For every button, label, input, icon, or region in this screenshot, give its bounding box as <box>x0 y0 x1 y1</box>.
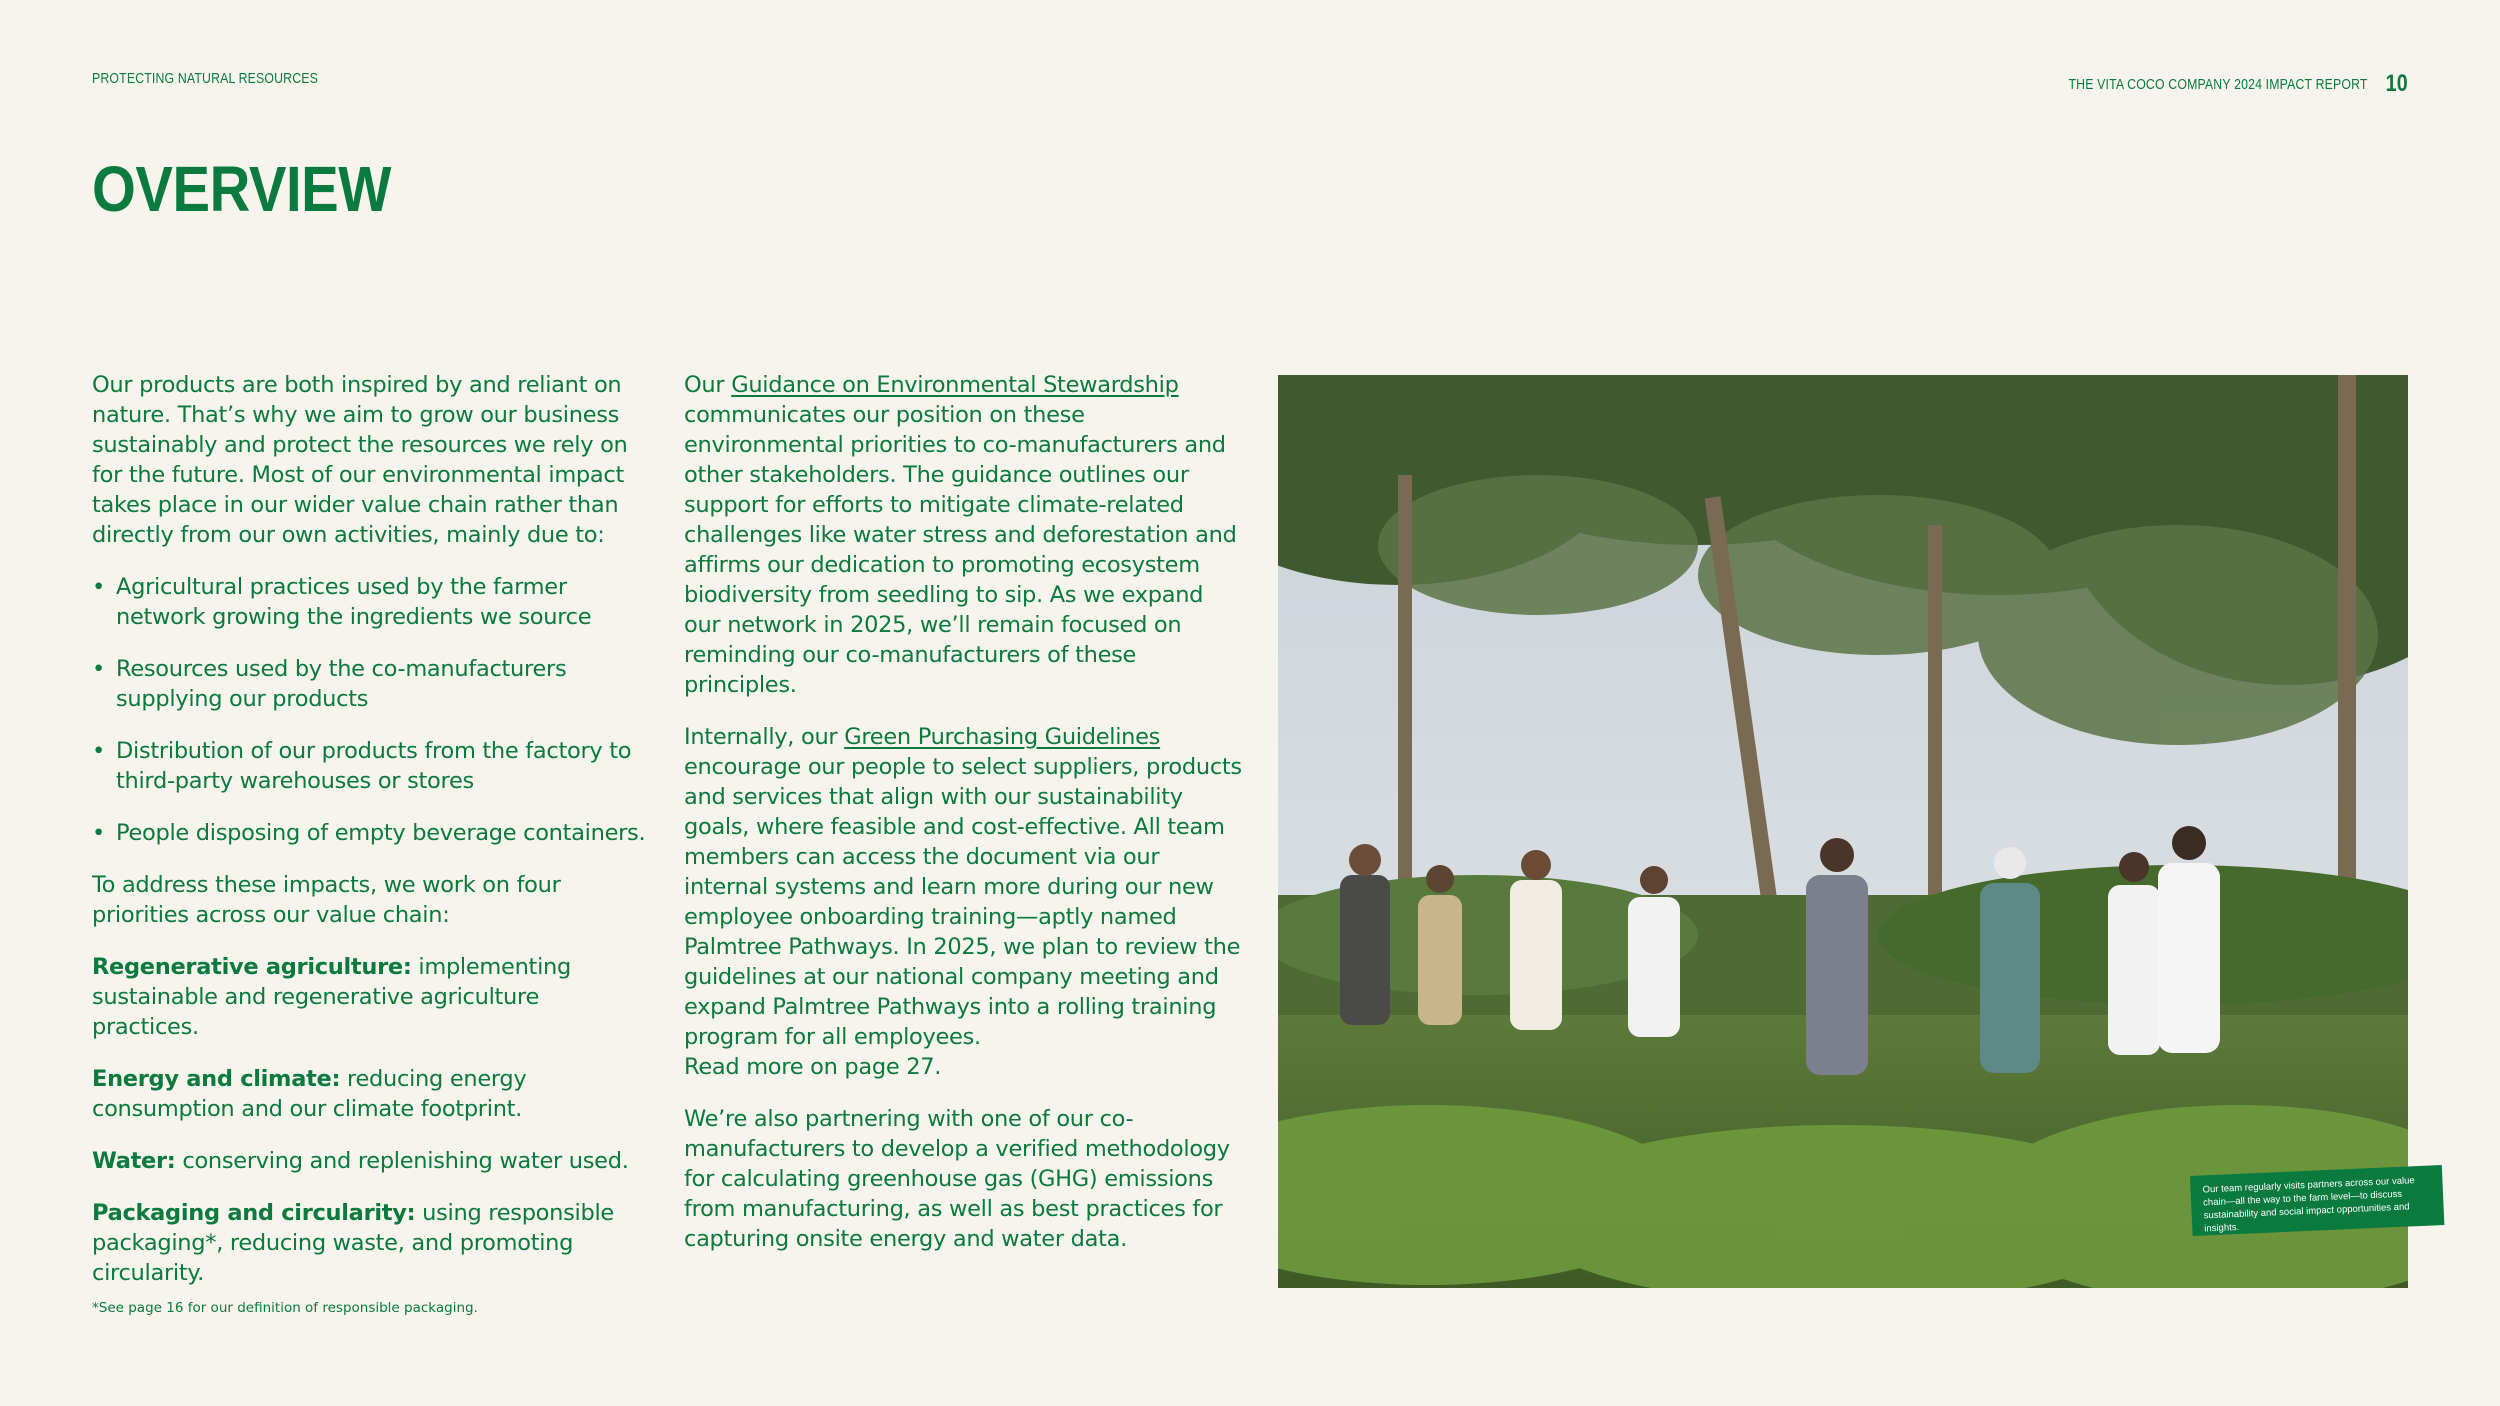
list-item: • Agricultural practices used by the farmer network growing the ingredients we source <box>92 572 652 632</box>
stewardship-paragraph <box>684 370 1244 700</box>
column-middle <box>684 370 1244 1276</box>
partnership-paragraph: We’re also partnering with one of our co-manufacturers to develop a verified methodology for calculating greenhouse gas (GHG) emissions from manufacturing, as well as best practices for capturing onsite energy and water data. <box>684 1106 1230 1252</box>
photo-illustration <box>1278 375 2408 1288</box>
impact-list <box>92 572 652 848</box>
priority-text: reducing energy consumption and our climate footprint. <box>92 1066 527 1122</box>
footnote: *See page 16 for our definition of responsible packaging. <box>92 1300 478 1316</box>
priority-text: implementing sustainable and regenerative agriculture practices. <box>92 954 571 1040</box>
text-span: communicates our position on these environmental priorities to co-manufacturers and other stakeholders. The guidance outlines our support for efforts to mitigate climate-related challenges like water stress and deforestation and affirms our dedication to promoting ecosystem biodiversity from seedling to sip. As we expand our network in 2025, we’ll remain focused on reminding our co-manufacturers of these principles. <box>684 402 1237 698</box>
priority-label: Regenerative agriculture: <box>92 954 412 980</box>
priority-label: Energy and climate: <box>92 1066 341 1092</box>
priority-regenerative-agriculture <box>92 952 652 1042</box>
priority-text: using responsible packaging*, reducing waste, and promoting circularity. <box>92 1200 614 1286</box>
priority-label: Packaging and circularity: <box>92 1200 416 1226</box>
list-item: • Resources used by the co-manufacturers supplying our products <box>92 654 652 714</box>
text-span: encourage our people to select suppliers, products and services that align with our sustainability goals, where feasible and cost-effective. All team members can access the document via our internal systems and learn more during our new employee onboarding training—aptly named Palmtree Pathways. In 2025, we plan to review the guidelines at our national company meeting and expand Palmtree Pathways into a rolling training program for all employees. <box>684 754 1242 1050</box>
list-item: • People disposing of empty beverage containers. <box>92 818 652 848</box>
priority-text: conserving and replenishing water used. <box>175 1148 629 1174</box>
page-number: 10 <box>2385 70 2408 97</box>
photo-caption: Our team regularly visits partners across our value chain—all the way to the farm level—to discuss sustainability and social impact opportunities and insights. <box>2190 1165 2444 1236</box>
section-label: PROTECTING NATURAL RESOURCES <box>92 70 319 87</box>
page-title: OVERVIEW <box>92 153 392 225</box>
guidance-stewardship-link[interactable]: Guidance on Environmental Stewardship <box>731 372 1179 398</box>
report-header <box>2069 70 2408 98</box>
green-purchasing-link[interactable]: Green Purchasing Guidelines <box>844 724 1161 750</box>
priority-label: Water: <box>92 1148 176 1174</box>
list-item: • Distribution of our products from the factory to third-party warehouses or stores <box>92 736 652 796</box>
read-more-text: Read more on page 27. <box>684 1054 942 1080</box>
text-span: Internally, our <box>684 724 845 750</box>
report-title: THE VITA COCO COMPANY 2024 IMPACT REPORT <box>2068 75 2368 93</box>
intro-paragraph: Our products are both inspired by and reliant on nature. That’s why we aim to grow our business sustainably and protect the resources we rely on for the future. Most of our environmental impact takes place in our wider value chain rather than directly from our own activities, mainly due to: <box>92 372 628 548</box>
column-left <box>92 370 652 1310</box>
field-visit-photo <box>1278 375 2408 1288</box>
purchasing-paragraph <box>684 722 1244 1082</box>
priority-energy-climate <box>92 1064 652 1124</box>
priorities-intro: To address these impacts, we work on four priorities across our value chain: <box>92 872 561 928</box>
priority-water <box>92 1146 652 1176</box>
priority-packaging <box>92 1198 652 1288</box>
text-span: Our <box>684 372 732 398</box>
